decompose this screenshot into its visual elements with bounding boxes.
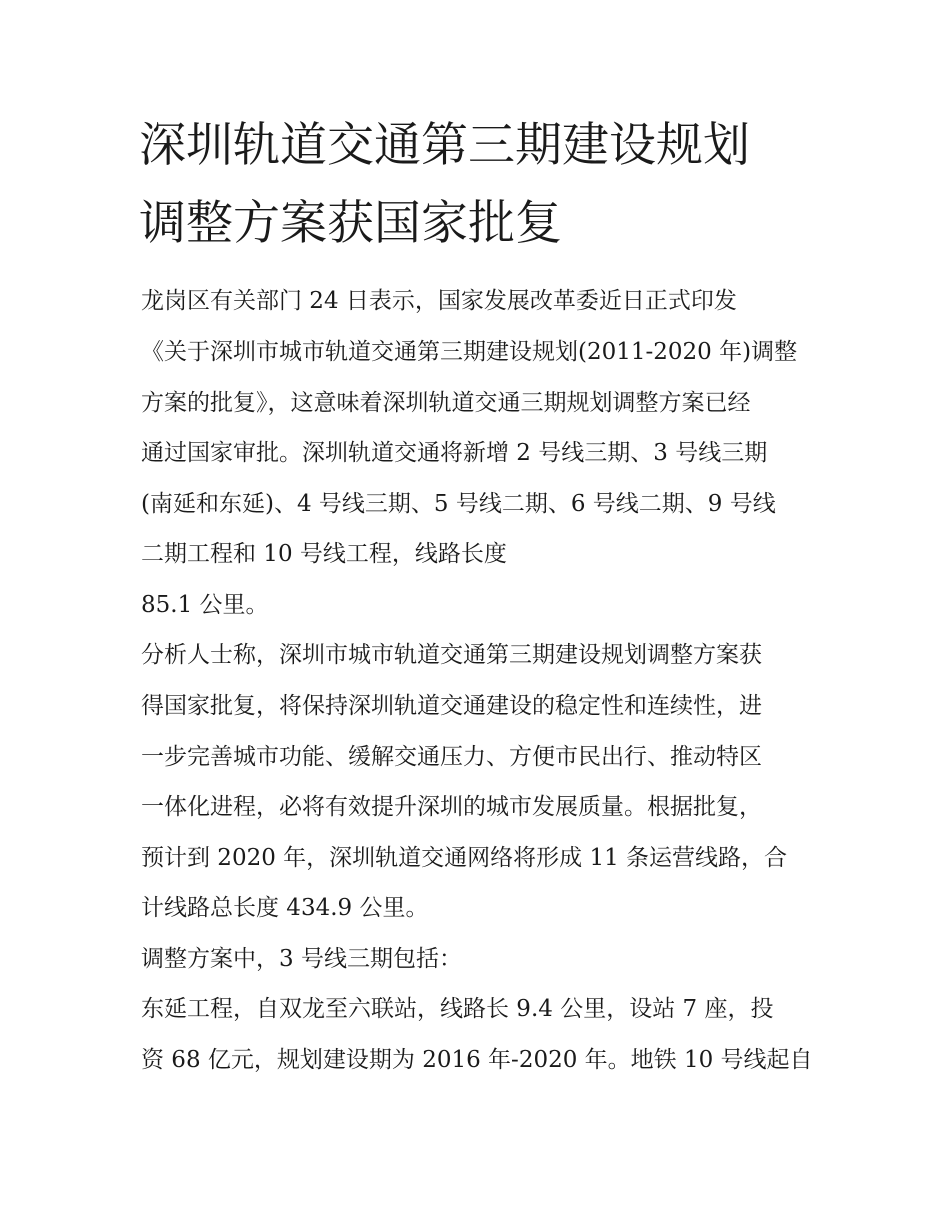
body-line: 85.1 公里。 — [141, 592, 269, 618]
body-line: 调整方案中，3 号线三期包括： — [141, 946, 462, 972]
body-line: 资 68 亿元，规划建设期为 2016 年-2020 年。地铁 10 号线起自 — [141, 1047, 813, 1073]
body-line: 二期工程和 10 号线工程，线路长度 — [141, 541, 507, 567]
body-line: 东延工程，自双龙至六联站，线路长 9.4 公里，设站 7 座，投 — [141, 996, 774, 1022]
body-line: 方案的批复》，这意味着深圳轨道交通三期规划调整方案已经 — [141, 390, 751, 416]
body-line: 计线路总长度 434.9 公里。 — [141, 895, 429, 921]
document-title-line-2: 调整方案获国家批复 — [139, 196, 562, 251]
body-line: 通过国家审批。深圳轨道交通将新增 2 号线三期、3 号线三期 — [141, 440, 768, 466]
body-line: 一体化进程，必将有效提升深圳的城市发展质量。根据批复， — [141, 794, 762, 820]
body-line: (南延和东延)、4 号线三期、5 号线二期、6 号线二期、9 号线 — [141, 491, 776, 517]
body-line: 得国家批复，将保持深圳轨道交通建设的稳定性和连续性，进 — [141, 693, 762, 719]
body-line: 一步完善城市功能、缓解交通压力、方便市民出行、推动特区 — [141, 744, 762, 770]
body-line: 《关于深圳市城市轨道交通第三期建设规划(2011-2020 年)调整 — [141, 339, 798, 365]
body-line: 分析人士称，深圳市城市轨道交通第三期建设规划调整方案获 — [141, 642, 762, 668]
body-line: 龙岗区有关部门 24 日表示，国家发展改革委近日正式印发 — [141, 288, 737, 314]
document-title-line-1: 深圳轨道交通第三期建设规划 — [139, 118, 750, 173]
body-line: 预计到 2020 年，深圳轨道交通网络将形成 11 条运营线路，合 — [141, 845, 788, 871]
